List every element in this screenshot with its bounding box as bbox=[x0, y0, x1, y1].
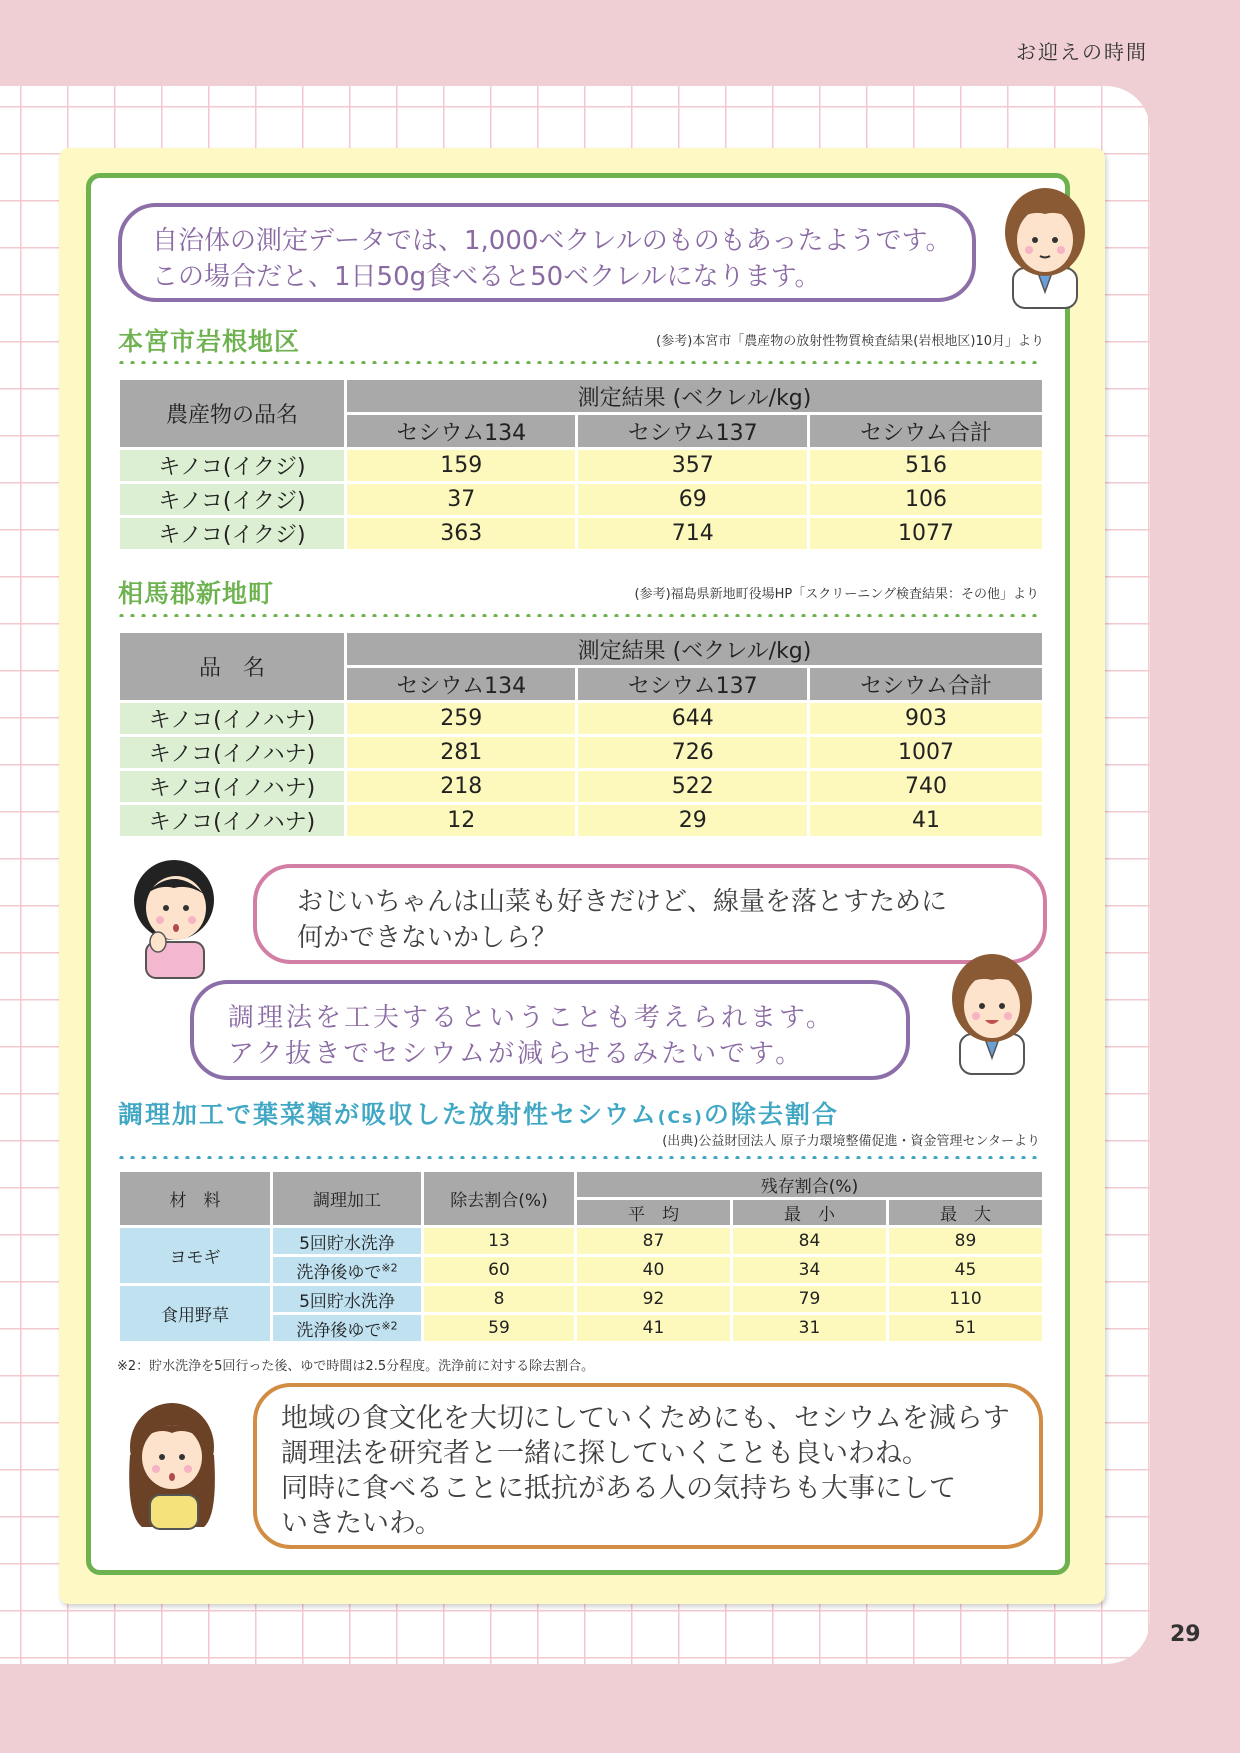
cell-cs134: 12 bbox=[347, 805, 575, 836]
cell-process bbox=[273, 1228, 421, 1254]
speech-bubble-mother-1 bbox=[253, 864, 1047, 964]
page-number: 29 bbox=[1170, 1622, 1201, 1647]
header-removal: 除去割合(%) bbox=[424, 1172, 574, 1225]
dotted-divider bbox=[116, 360, 1042, 364]
cell-max: 89 bbox=[889, 1228, 1042, 1254]
cell-cs-total: 41 bbox=[810, 805, 1042, 836]
row-name: キノコ(イノハナ) bbox=[120, 805, 344, 836]
title-text: の除去割合 bbox=[703, 1100, 839, 1129]
cell-cs134: 37 bbox=[347, 484, 575, 515]
cell-removal: 8 bbox=[424, 1286, 574, 1312]
doctor-character-icon bbox=[942, 946, 1042, 1076]
header-cs-total: セシウム合計 bbox=[810, 668, 1042, 700]
section-label: お迎えの時間 bbox=[1016, 40, 1148, 64]
reference-motomiya: (参考)本宮市「農産物の放射性物質検査結果(岩根地区)10月」より bbox=[656, 334, 1044, 349]
header-measurement: 測定結果 (ベクレル/kg) bbox=[347, 633, 1042, 665]
header-cs134: セシウム134 bbox=[347, 415, 575, 447]
dotted-divider bbox=[116, 1155, 1042, 1159]
bubble-line: 自治体の測定データでは、1,000ベクレルのものもあったようです。 bbox=[152, 226, 952, 256]
table-row bbox=[120, 518, 1042, 549]
cell-cs137: 29 bbox=[578, 805, 806, 836]
cell-cs134: 218 bbox=[347, 771, 575, 802]
header-product-name: 品 名 bbox=[120, 633, 344, 700]
process-note: ※2 bbox=[381, 1260, 398, 1274]
cell-cs-total: 106 bbox=[810, 484, 1042, 515]
header-cs137: セシウム137 bbox=[578, 668, 806, 700]
speech-bubble-doctor-1 bbox=[118, 203, 976, 302]
process-text: 5回貯水洗浄 bbox=[299, 1291, 395, 1312]
process-text: 5回貯水洗浄 bbox=[299, 1233, 395, 1254]
cell-min: 34 bbox=[733, 1257, 886, 1283]
table-row bbox=[120, 1286, 1042, 1312]
cell-material: 食用野草 bbox=[120, 1286, 270, 1341]
cell-avg: 41 bbox=[577, 1315, 730, 1341]
row-name: キノコ(イノハナ) bbox=[120, 703, 344, 734]
table-row bbox=[120, 771, 1042, 802]
cell-material: ヨモギ bbox=[120, 1228, 270, 1283]
cell-cs-total: 1077 bbox=[810, 518, 1042, 549]
bubble-line: 調理法を工夫するということも考えられます。 bbox=[228, 1003, 835, 1033]
cell-min: 79 bbox=[733, 1286, 886, 1312]
mother-character-icon bbox=[118, 850, 228, 980]
header-cs134: セシウム134 bbox=[347, 668, 575, 700]
row-name: キノコ(イクジ) bbox=[120, 484, 344, 515]
cell-cs137: 726 bbox=[578, 737, 806, 768]
table-row bbox=[120, 703, 1042, 734]
woman-character-icon bbox=[112, 1395, 232, 1535]
cell-max: 45 bbox=[889, 1257, 1042, 1283]
cell-cs134: 363 bbox=[347, 518, 575, 549]
table-motomiya bbox=[117, 377, 1045, 552]
header-min: 最 小 bbox=[733, 1200, 886, 1225]
cell-avg: 87 bbox=[577, 1228, 730, 1254]
cell-cs134: 281 bbox=[347, 737, 575, 768]
cell-cs134: 259 bbox=[347, 703, 575, 734]
title-cs: (Cs) bbox=[657, 1108, 704, 1128]
bubble-line: おじいちゃんは山菜も好きだけど、線量を落とすために bbox=[297, 887, 948, 917]
table-row bbox=[120, 805, 1042, 836]
header-cs-total: セシウム合計 bbox=[810, 415, 1042, 447]
row-name: キノコ(イクジ) bbox=[120, 518, 344, 549]
cell-avg: 40 bbox=[577, 1257, 730, 1283]
header-cs137: セシウム137 bbox=[578, 415, 806, 447]
cell-max: 110 bbox=[889, 1286, 1042, 1312]
cell-process bbox=[273, 1257, 421, 1283]
footnote: ※2：貯水洗浄を5回行った後、ゆで時間は2.5分程度。洗浄前に対する除去割合。 bbox=[117, 1359, 595, 1374]
process-note: ※2 bbox=[381, 1318, 398, 1332]
cell-min: 84 bbox=[733, 1228, 886, 1254]
cell-cs-total: 1007 bbox=[810, 737, 1042, 768]
cell-cs-total: 516 bbox=[810, 450, 1042, 481]
header-process: 調理加工 bbox=[273, 1172, 421, 1225]
cell-cs-total: 740 bbox=[810, 771, 1042, 802]
bubble-line: いきたいわ。 bbox=[281, 1508, 442, 1539]
table-cesium-removal bbox=[117, 1169, 1045, 1344]
header-material: 材 料 bbox=[120, 1172, 270, 1225]
cell-min: 31 bbox=[733, 1315, 886, 1341]
source-removal-rate: (出典)公益財団法人 原子力環境整備促進・資金管理センターより bbox=[662, 1134, 1040, 1149]
header-measurement: 測定結果 (ベクレル/kg) bbox=[347, 380, 1042, 412]
cell-cs137: 714 bbox=[578, 518, 806, 549]
cell-cs137: 357 bbox=[578, 450, 806, 481]
cell-max: 51 bbox=[889, 1315, 1042, 1341]
section-title-motomiya: 本宮市岩根地区 bbox=[118, 327, 301, 356]
cell-avg: 92 bbox=[577, 1286, 730, 1312]
title-text: 調理加工で葉菜類が吸収した放射性セシウム bbox=[118, 1100, 658, 1129]
bubble-line: この場合だと、1日50g食べると50ベクレルになります。 bbox=[152, 262, 821, 292]
table-row bbox=[120, 484, 1042, 515]
table-row bbox=[120, 450, 1042, 481]
table-row bbox=[120, 1228, 1042, 1254]
header-product-name: 農産物の品名 bbox=[120, 380, 344, 447]
speech-bubble-woman-1 bbox=[253, 1383, 1043, 1549]
section-title-shinchi: 相馬郡新地町 bbox=[118, 579, 275, 608]
cell-removal: 13 bbox=[424, 1228, 574, 1254]
bubble-line: アク抜きでセシウムが減らせるみたいです。 bbox=[228, 1039, 805, 1069]
cell-cs137: 644 bbox=[578, 703, 806, 734]
table-shinchi bbox=[117, 630, 1045, 839]
reference-shinchi: (参考)福島県新地町役場HP「スクリーニング検査結果：その他」より bbox=[634, 587, 1039, 602]
speech-bubble-doctor-2 bbox=[190, 980, 910, 1080]
row-name: キノコ(イクジ) bbox=[120, 450, 344, 481]
cell-cs137: 522 bbox=[578, 771, 806, 802]
dotted-divider bbox=[116, 613, 1042, 617]
process-text: 洗浄後ゆで bbox=[296, 1262, 382, 1283]
cell-cs-total: 903 bbox=[810, 703, 1042, 734]
row-name: キノコ(イノハナ) bbox=[120, 771, 344, 802]
cell-removal: 59 bbox=[424, 1315, 574, 1341]
bubble-line: 何かできないかしら？ bbox=[297, 923, 558, 953]
table-row bbox=[120, 737, 1042, 768]
header-remain: 残存割合(%) bbox=[577, 1172, 1042, 1197]
cell-removal: 60 bbox=[424, 1257, 574, 1283]
cell-cs137: 69 bbox=[578, 484, 806, 515]
bubble-line: 同時に食べることに抵抗がある人の気持ちも大事にして bbox=[281, 1473, 956, 1504]
section-title-removal-rate bbox=[118, 1095, 839, 1131]
header-max: 最 大 bbox=[889, 1200, 1042, 1225]
doctor-character-icon bbox=[995, 180, 1095, 310]
header-avg: 平 均 bbox=[577, 1200, 730, 1225]
cell-process bbox=[273, 1286, 421, 1312]
cell-cs134: 159 bbox=[347, 450, 575, 481]
process-text: 洗浄後ゆで bbox=[296, 1320, 382, 1341]
row-name: キノコ(イノハナ) bbox=[120, 737, 344, 768]
bubble-line: 地域の食文化を大切にしていくためにも、セシウムを減らす bbox=[281, 1403, 1010, 1434]
cell-process bbox=[273, 1315, 421, 1341]
bubble-line: 調理法を研究者と一緒に探していくことも良いわね。 bbox=[281, 1438, 929, 1469]
